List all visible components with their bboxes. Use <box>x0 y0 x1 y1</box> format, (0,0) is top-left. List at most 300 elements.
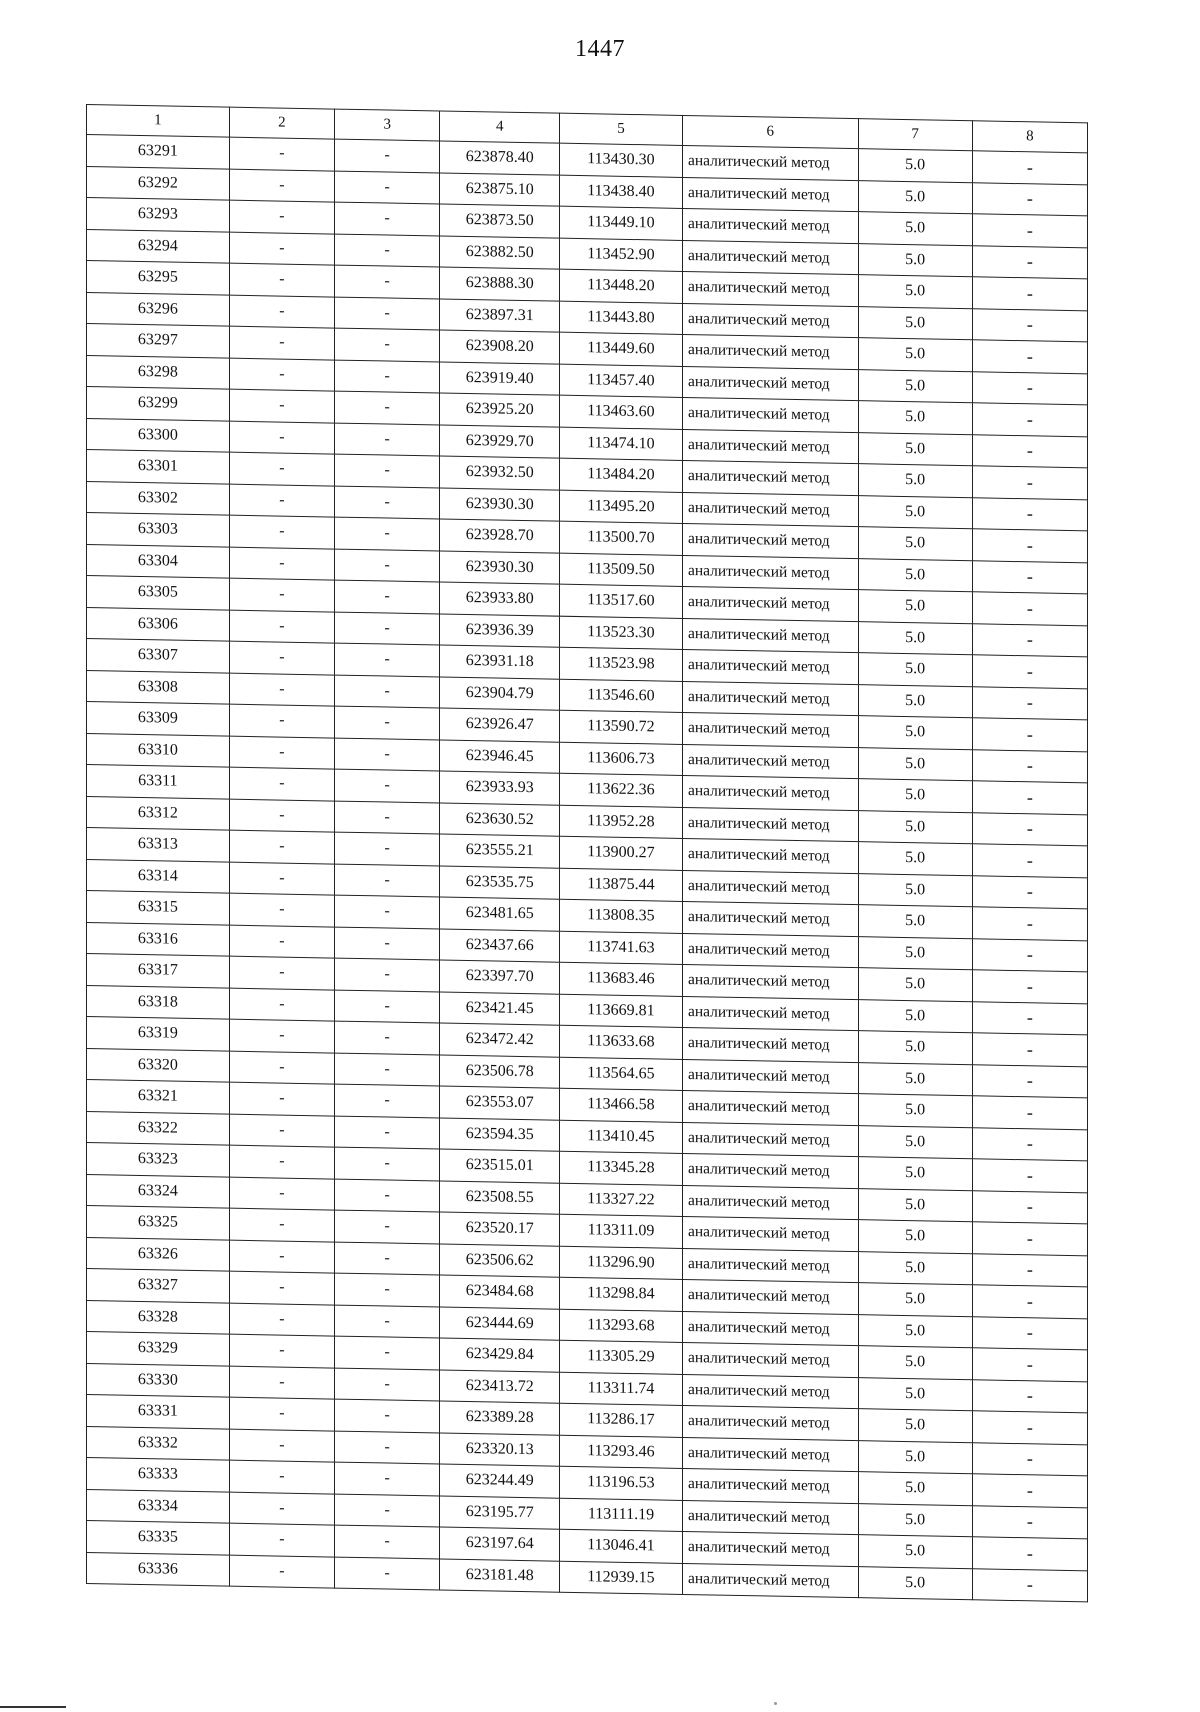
accuracy-cell: 5.0 <box>858 1314 972 1348</box>
point-number-cell: 63297 <box>87 324 230 358</box>
x-coordinate-cell: 623882.50 <box>440 235 560 269</box>
col-8-value-cell: - <box>972 1127 1087 1161</box>
y-coordinate-cell: 113305.29 <box>560 1340 683 1374</box>
col-2-value-cell: - <box>229 1082 334 1115</box>
accuracy-cell: 5.0 <box>858 212 972 246</box>
col-2-value-cell: - <box>229 988 334 1021</box>
accuracy-cell: 5.0 <box>858 558 972 592</box>
col-3-value-cell: - <box>335 486 440 519</box>
col-8-value-cell: - <box>972 812 1087 846</box>
y-coordinate-cell: 113484.20 <box>560 458 683 492</box>
col-8-value-cell: - <box>972 1190 1087 1224</box>
point-number-cell: 63313 <box>87 828 230 862</box>
col-8-value-cell: - <box>972 718 1087 752</box>
x-coordinate-cell: 623520.17 <box>440 1212 560 1246</box>
method-cell: аналитический метод <box>682 1185 858 1220</box>
method-cell: аналитический метод <box>682 208 858 243</box>
y-coordinate-cell: 112939.15 <box>560 1561 683 1595</box>
method-cell: аналитический метод <box>682 1059 858 1094</box>
point-number-cell: 63314 <box>87 859 230 893</box>
y-coordinate-cell: 113452.90 <box>560 238 683 272</box>
col-8-value-cell: - <box>972 1316 1087 1350</box>
point-number-cell: 63305 <box>87 576 230 610</box>
accuracy-cell: 5.0 <box>858 873 972 907</box>
x-coordinate-cell: 623195.77 <box>440 1495 560 1529</box>
col-2-value-cell: - <box>229 263 334 296</box>
y-coordinate-cell: 113298.84 <box>560 1277 683 1311</box>
y-coordinate-cell: 113286.17 <box>560 1403 683 1437</box>
column-header-5: 5 <box>560 113 683 145</box>
col-3-value-cell: - <box>335 1399 440 1432</box>
x-coordinate-cell: 623888.30 <box>440 267 560 301</box>
col-3-value-cell: - <box>335 549 440 582</box>
y-coordinate-cell: 113683.46 <box>560 962 683 996</box>
col-2-value-cell: - <box>229 736 334 769</box>
method-cell: аналитический метод <box>682 838 858 873</box>
point-number-cell: 63320 <box>87 1048 230 1082</box>
method-cell: аналитический метод <box>682 744 858 779</box>
point-number-cell: 63328 <box>87 1300 230 1334</box>
point-number-cell: 63329 <box>87 1332 230 1366</box>
col-2-value-cell: - <box>229 925 334 958</box>
accuracy-cell: 5.0 <box>858 180 972 214</box>
col-2-value-cell: - <box>229 1555 334 1588</box>
accuracy-cell: 5.0 <box>858 999 972 1033</box>
accuracy-cell: 5.0 <box>858 1251 972 1285</box>
accuracy-cell: 5.0 <box>858 1188 972 1222</box>
col-8-value-cell: - <box>972 623 1087 657</box>
x-coordinate-cell: 623897.31 <box>440 298 560 332</box>
method-cell: аналитический метод <box>682 1500 858 1535</box>
method-cell: аналитический метод <box>682 681 858 716</box>
x-coordinate-cell: 623932.50 <box>440 456 560 490</box>
point-number-cell: 63292 <box>87 166 230 200</box>
point-number-cell: 63302 <box>87 481 230 515</box>
x-coordinate-cell: 623946.45 <box>440 739 560 773</box>
method-cell: аналитический метод <box>682 145 858 180</box>
col-8-value-cell: - <box>972 529 1087 563</box>
col-3-value-cell: - <box>335 864 440 897</box>
x-coordinate-cell: 623535.75 <box>440 865 560 899</box>
point-number-cell: 63326 <box>87 1237 230 1271</box>
column-header-4: 4 <box>440 111 560 143</box>
col-8-value-cell: - <box>972 214 1087 248</box>
point-number-cell: 63298 <box>87 355 230 389</box>
accuracy-cell: 5.0 <box>858 338 972 372</box>
accuracy-cell: 5.0 <box>858 905 972 939</box>
col-8-value-cell: - <box>972 1474 1087 1508</box>
col-2-value-cell: - <box>229 169 334 202</box>
method-cell: аналитический метод <box>682 1279 858 1314</box>
col-8-value-cell: - <box>972 371 1087 405</box>
method-cell: аналитический метод <box>682 996 858 1031</box>
point-number-cell: 63333 <box>87 1458 230 1492</box>
col-2-value-cell: - <box>229 547 334 580</box>
method-cell: аналитический метод <box>682 1531 858 1566</box>
x-coordinate-cell: 623594.35 <box>440 1117 560 1151</box>
col-3-value-cell: - <box>335 297 440 330</box>
y-coordinate-cell: 113564.65 <box>560 1057 683 1091</box>
y-coordinate-cell: 113900.27 <box>560 836 683 870</box>
col-2-value-cell: - <box>229 1429 334 1462</box>
col-3-value-cell: - <box>335 738 440 771</box>
accuracy-cell: 5.0 <box>858 495 972 529</box>
col-3-value-cell: - <box>335 832 440 865</box>
point-number-cell: 63334 <box>87 1489 230 1523</box>
col-8-value-cell: - <box>972 1001 1087 1035</box>
x-coordinate-cell: 623437.66 <box>440 928 560 962</box>
col-2-value-cell: - <box>229 799 334 832</box>
col-3-value-cell: - <box>335 643 440 676</box>
col-3-value-cell: - <box>335 1368 440 1401</box>
accuracy-cell: 5.0 <box>858 968 972 1002</box>
col-8-value-cell: - <box>972 592 1087 626</box>
accuracy-cell: 5.0 <box>858 653 972 687</box>
x-coordinate-cell: 623936.39 <box>440 613 560 647</box>
y-coordinate-cell: 113449.60 <box>560 332 683 366</box>
col-3-value-cell: - <box>335 1021 440 1054</box>
x-coordinate-cell: 623515.01 <box>440 1149 560 1183</box>
point-number-cell: 63293 <box>87 198 230 232</box>
col-2-value-cell: - <box>229 1523 334 1556</box>
x-coordinate-cell: 623875.10 <box>440 172 560 206</box>
y-coordinate-cell: 113111.19 <box>560 1498 683 1532</box>
col-3-value-cell: - <box>335 1147 440 1180</box>
x-coordinate-cell: 623484.68 <box>440 1275 560 1309</box>
method-cell: аналитический метод <box>682 775 858 810</box>
method-cell: аналитический метод <box>682 334 858 369</box>
x-coordinate-cell: 623506.78 <box>440 1054 560 1088</box>
col-3-value-cell: - <box>335 517 440 550</box>
y-coordinate-cell: 113449.10 <box>560 206 683 240</box>
x-coordinate-cell: 623508.55 <box>440 1180 560 1214</box>
accuracy-cell: 5.0 <box>858 1125 972 1159</box>
col-2-value-cell: - <box>229 1240 334 1273</box>
x-coordinate-cell: 623320.13 <box>440 1432 560 1466</box>
x-coordinate-cell: 623930.30 <box>440 487 560 521</box>
x-coordinate-cell: 623429.84 <box>440 1338 560 1372</box>
column-header-1: 1 <box>87 105 230 138</box>
y-coordinate-cell: 113430.30 <box>560 143 683 177</box>
col-8-value-cell: - <box>972 340 1087 374</box>
col-8-value-cell: - <box>972 497 1087 531</box>
col-3-value-cell: - <box>335 769 440 802</box>
col-8-value-cell: - <box>972 781 1087 815</box>
point-number-cell: 63319 <box>87 1017 230 1051</box>
accuracy-cell: 5.0 <box>858 1031 972 1065</box>
col-8-value-cell: - <box>972 749 1087 783</box>
col-3-value-cell: - <box>335 139 440 172</box>
col-8-value-cell: - <box>972 245 1087 279</box>
col-2-value-cell: - <box>229 1397 334 1430</box>
col-8-value-cell: - <box>972 434 1087 468</box>
col-2-value-cell: - <box>229 137 334 170</box>
accuracy-cell: 5.0 <box>858 1283 972 1317</box>
col-8-value-cell: - <box>972 560 1087 594</box>
point-number-cell: 63294 <box>87 229 230 263</box>
scan-speck <box>774 1702 777 1705</box>
col-3-value-cell: - <box>335 1494 440 1527</box>
accuracy-cell: 5.0 <box>858 149 972 183</box>
method-cell: аналитический метод <box>682 460 858 495</box>
method-cell: аналитический метод <box>682 964 858 999</box>
col-2-value-cell: - <box>229 641 334 674</box>
col-8-value-cell: - <box>972 308 1087 342</box>
x-coordinate-cell: 623878.40 <box>440 141 560 175</box>
point-number-cell: 63299 <box>87 387 230 421</box>
col-2-value-cell: - <box>229 1019 334 1052</box>
x-coordinate-cell: 623421.45 <box>440 991 560 1025</box>
accuracy-cell: 5.0 <box>858 1409 972 1443</box>
col-8-value-cell: - <box>972 1064 1087 1098</box>
accuracy-cell: 5.0 <box>858 1346 972 1380</box>
method-cell: аналитический метод <box>682 1405 858 1440</box>
accuracy-cell: 5.0 <box>858 306 972 340</box>
col-8-value-cell: - <box>972 1537 1087 1571</box>
col-8-value-cell: - <box>972 1411 1087 1445</box>
method-cell: аналитический метод <box>682 1090 858 1125</box>
point-number-cell: 63327 <box>87 1269 230 1303</box>
col-2-value-cell: - <box>229 1208 334 1241</box>
col-2-value-cell: - <box>229 893 334 926</box>
method-cell: аналитический метод <box>682 1122 858 1157</box>
y-coordinate-cell: 113457.40 <box>560 364 683 398</box>
y-coordinate-cell: 113622.36 <box>560 773 683 807</box>
y-coordinate-cell: 113046.41 <box>560 1529 683 1563</box>
y-coordinate-cell: 113345.28 <box>560 1151 683 1185</box>
col-8-value-cell: - <box>972 1033 1087 1067</box>
col-3-value-cell: - <box>335 1116 440 1149</box>
y-coordinate-cell: 113438.40 <box>560 175 683 209</box>
point-number-cell: 63295 <box>87 261 230 295</box>
col-2-value-cell: - <box>229 1460 334 1493</box>
point-number-cell: 63300 <box>87 418 230 452</box>
method-cell: аналитический метод <box>682 1153 858 1188</box>
y-coordinate-cell: 113196.53 <box>560 1466 683 1500</box>
y-coordinate-cell: 113808.35 <box>560 899 683 933</box>
col-3-value-cell: - <box>335 1431 440 1464</box>
x-coordinate-cell: 623181.48 <box>440 1558 560 1592</box>
accuracy-cell: 5.0 <box>858 1377 972 1411</box>
col-2-value-cell: - <box>229 1366 334 1399</box>
accuracy-cell: 5.0 <box>858 1503 972 1537</box>
point-number-cell: 63308 <box>87 670 230 704</box>
accuracy-cell: 5.0 <box>858 243 972 277</box>
method-cell: аналитический метод <box>682 397 858 432</box>
point-number-cell: 63303 <box>87 513 230 547</box>
point-number-cell: 63332 <box>87 1426 230 1460</box>
method-cell: аналитический метод <box>682 586 858 621</box>
col-3-value-cell: - <box>335 612 440 645</box>
col-8-value-cell: - <box>972 403 1087 437</box>
column-header-7: 7 <box>858 119 972 151</box>
y-coordinate-cell: 113669.81 <box>560 994 683 1028</box>
col-8-value-cell: - <box>972 875 1087 909</box>
y-coordinate-cell: 113590.72 <box>560 710 683 744</box>
col-3-value-cell: - <box>335 423 440 456</box>
col-8-value-cell: - <box>972 1348 1087 1382</box>
col-8-value-cell: - <box>972 1568 1087 1602</box>
x-coordinate-cell: 623930.30 <box>440 550 560 584</box>
y-coordinate-cell: 113517.60 <box>560 584 683 618</box>
y-coordinate-cell: 113952.28 <box>560 805 683 839</box>
method-cell: аналитический метод <box>682 1027 858 1062</box>
x-coordinate-cell: 623244.49 <box>440 1464 560 1498</box>
col-3-value-cell: - <box>335 360 440 393</box>
y-coordinate-cell: 113741.63 <box>560 931 683 965</box>
table-body <box>87 135 1088 1602</box>
col-2-value-cell: - <box>229 200 334 233</box>
method-cell: аналитический метод <box>682 429 858 464</box>
point-number-cell: 63336 <box>87 1552 230 1586</box>
point-number-cell: 63323 <box>87 1143 230 1177</box>
col-2-value-cell: - <box>229 767 334 800</box>
col-3-value-cell: - <box>335 1179 440 1212</box>
accuracy-cell: 5.0 <box>858 936 972 970</box>
page-number: 1447 <box>575 36 625 62</box>
x-coordinate-cell: 623506.62 <box>440 1243 560 1277</box>
point-number-cell: 63310 <box>87 733 230 767</box>
point-number-cell: 63315 <box>87 891 230 925</box>
col-8-value-cell: - <box>972 907 1087 941</box>
point-number-cell: 63317 <box>87 954 230 988</box>
accuracy-cell: 5.0 <box>858 1440 972 1474</box>
col-2-value-cell: - <box>229 1271 334 1304</box>
accuracy-cell: 5.0 <box>858 1220 972 1254</box>
column-header-3: 3 <box>335 109 440 141</box>
col-3-value-cell: - <box>335 328 440 361</box>
y-coordinate-cell: 113523.98 <box>560 647 683 681</box>
method-cell: аналитический метод <box>682 1563 858 1598</box>
accuracy-cell: 5.0 <box>858 401 972 435</box>
method-cell: аналитический метод <box>682 1468 858 1503</box>
x-coordinate-cell: 623389.28 <box>440 1401 560 1435</box>
y-coordinate-cell: 113875.44 <box>560 868 683 902</box>
y-coordinate-cell: 113509.50 <box>560 553 683 587</box>
y-coordinate-cell: 113448.20 <box>560 269 683 303</box>
method-cell: аналитический метод <box>682 1437 858 1472</box>
col-3-value-cell: - <box>335 1462 440 1495</box>
col-3-value-cell: - <box>335 1305 440 1338</box>
col-3-value-cell: - <box>335 895 440 928</box>
col-3-value-cell: - <box>335 675 440 708</box>
accuracy-cell: 5.0 <box>858 527 972 561</box>
x-coordinate-cell: 623413.72 <box>440 1369 560 1403</box>
x-coordinate-cell: 623630.52 <box>440 802 560 836</box>
y-coordinate-cell: 113463.60 <box>560 395 683 429</box>
method-cell: аналитический метод <box>682 807 858 842</box>
point-number-cell: 63304 <box>87 544 230 578</box>
point-number-cell: 63322 <box>87 1111 230 1145</box>
method-cell: аналитический метод <box>682 555 858 590</box>
accuracy-cell: 5.0 <box>858 621 972 655</box>
col-3-value-cell: - <box>335 202 440 235</box>
col-2-value-cell: - <box>229 956 334 989</box>
column-header-8: 8 <box>972 121 1087 153</box>
coordinates-table <box>86 104 1088 1602</box>
col-2-value-cell: - <box>229 1051 334 1084</box>
x-coordinate-cell: 623472.42 <box>440 1023 560 1057</box>
col-8-value-cell: - <box>972 151 1087 185</box>
x-coordinate-cell: 623926.47 <box>440 708 560 742</box>
x-coordinate-cell: 623904.79 <box>440 676 560 710</box>
col-3-value-cell: - <box>335 1557 440 1590</box>
point-number-cell: 63325 <box>87 1206 230 1240</box>
point-number-cell: 63296 <box>87 292 230 326</box>
method-cell: аналитический метод <box>682 271 858 306</box>
accuracy-cell: 5.0 <box>858 1157 972 1191</box>
y-coordinate-cell: 113311.09 <box>560 1214 683 1248</box>
col-8-value-cell: - <box>972 1096 1087 1130</box>
point-number-cell: 63291 <box>87 135 230 169</box>
accuracy-cell: 5.0 <box>858 779 972 813</box>
accuracy-cell: 5.0 <box>858 842 972 876</box>
col-2-value-cell: - <box>229 704 334 737</box>
x-coordinate-cell: 623444.69 <box>440 1306 560 1340</box>
y-coordinate-cell: 113466.58 <box>560 1088 683 1122</box>
method-cell: аналитический метод <box>682 523 858 558</box>
col-8-value-cell: - <box>972 1159 1087 1193</box>
col-8-value-cell: - <box>972 1505 1087 1539</box>
y-coordinate-cell: 113327.22 <box>560 1183 683 1217</box>
method-cell: аналитический метод <box>682 1374 858 1409</box>
col-3-value-cell: - <box>335 1273 440 1306</box>
col-2-value-cell: - <box>229 1303 334 1336</box>
col-3-value-cell: - <box>335 1053 440 1086</box>
y-coordinate-cell: 113633.68 <box>560 1025 683 1059</box>
col-2-value-cell: - <box>229 1492 334 1525</box>
col-2-value-cell: - <box>229 610 334 643</box>
col-3-value-cell: - <box>335 454 440 487</box>
method-cell: аналитический метод <box>682 1342 858 1377</box>
col-2-value-cell: - <box>229 862 334 895</box>
x-coordinate-cell: 623555.21 <box>440 834 560 868</box>
col-2-value-cell: - <box>229 358 334 391</box>
col-2-value-cell: - <box>229 295 334 328</box>
method-cell: аналитический метод <box>682 492 858 527</box>
x-coordinate-cell: 623908.20 <box>440 330 560 364</box>
col-8-value-cell: - <box>972 277 1087 311</box>
point-number-cell: 63316 <box>87 922 230 956</box>
accuracy-cell: 5.0 <box>858 810 972 844</box>
accuracy-cell: 5.0 <box>858 432 972 466</box>
col-2-value-cell: - <box>229 389 334 422</box>
method-cell: аналитический метод <box>682 1216 858 1251</box>
col-3-value-cell: - <box>335 1210 440 1243</box>
method-cell: аналитический метод <box>682 618 858 653</box>
point-number-cell: 63306 <box>87 607 230 641</box>
col-8-value-cell: - <box>972 182 1087 216</box>
col-8-value-cell: - <box>972 466 1087 500</box>
x-coordinate-cell: 623553.07 <box>440 1086 560 1120</box>
col-8-value-cell: - <box>972 970 1087 1004</box>
point-number-cell: 63335 <box>87 1521 230 1555</box>
point-number-cell: 63301 <box>87 450 230 484</box>
method-cell: аналитический метод <box>682 933 858 968</box>
y-coordinate-cell: 113495.20 <box>560 490 683 524</box>
point-number-cell: 63331 <box>87 1395 230 1429</box>
col-8-value-cell: - <box>972 938 1087 972</box>
method-cell: аналитический метод <box>682 366 858 401</box>
method-cell: аналитический метод <box>682 901 858 936</box>
method-cell: аналитический метод <box>682 177 858 212</box>
col-3-value-cell: - <box>335 801 440 834</box>
y-coordinate-cell: 113546.60 <box>560 679 683 713</box>
col-3-value-cell: - <box>335 265 440 298</box>
point-number-cell: 63307 <box>87 639 230 673</box>
x-coordinate-cell: 623931.18 <box>440 645 560 679</box>
col-3-value-cell: - <box>335 391 440 424</box>
